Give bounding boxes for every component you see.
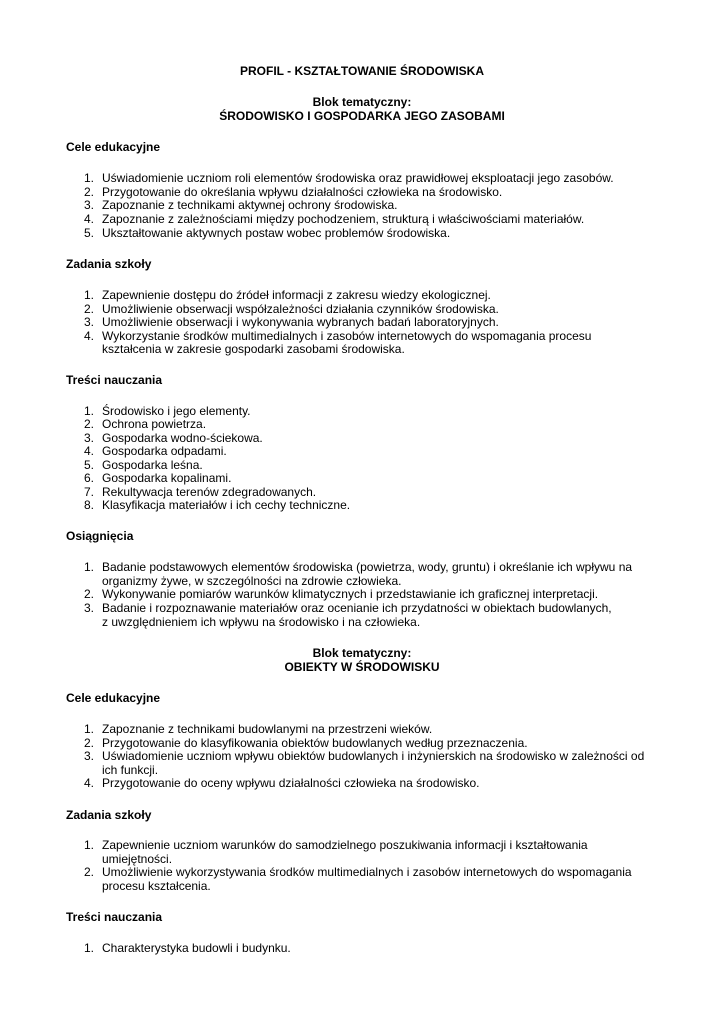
block1-cele-heading: Cele edukacyjne <box>66 140 161 154</box>
list-number: 5. <box>83 458 94 472</box>
list-number: 1. <box>83 560 94 574</box>
list-item: Przygotowanie do klasyfikowania obiektów budowlanych według przeznaczenia. <box>102 736 528 750</box>
block2-zadania-heading: Zadania szkoły <box>66 808 152 822</box>
list-item: Przygotowanie do oceny wpływu działalności człowieka na środowisko. <box>102 776 480 790</box>
list-number: 2. <box>83 736 94 750</box>
list-number: 2. <box>83 302 94 316</box>
list-item: Zapoznanie z technikami budowlanymi na przestrzeni wieków. <box>102 722 433 736</box>
block1-label: Blok tematyczny: <box>312 95 412 109</box>
list-item: Gospodarka kopalinami. <box>102 471 232 485</box>
list-number: 2. <box>83 865 94 879</box>
block2-label: Blok tematyczny: <box>312 646 412 660</box>
list-item: Gospodarka leśna. <box>102 458 203 472</box>
list-item: Wykorzystanie środków multimedialnych i zasobów internetowych do wspomagania procesu <box>102 329 592 343</box>
list-number: 4. <box>83 329 94 343</box>
list-number: 8. <box>83 498 94 512</box>
list-item: Zapewnienie dostępu do źródeł informacji z zakresu wiedzy ekologicznej. <box>102 288 491 302</box>
list-item: Wykonywanie pomiarów warunków klimatycznych i przedstawianie ich graficznej interpretacji. <box>102 587 599 601</box>
list-item: Badanie i rozpoznawanie materiałów oraz ocenianie ich przydatności w obiektach budowlanych, <box>102 601 612 615</box>
list-number: 3. <box>83 315 94 329</box>
list-item: Uświadomienie uczniom roli elementów środowiska oraz prawidłowej eksploatacji jego zasobów. <box>102 171 614 185</box>
list-number: 5. <box>83 226 94 240</box>
list-item: Ukształtowanie aktywnych postaw wobec problemów środowiska. <box>102 226 451 240</box>
list-number: 1. <box>83 171 94 185</box>
list-item: Rekultywacja terenów zdegradowanych. <box>102 485 317 499</box>
list-number: 2. <box>83 587 94 601</box>
list-number: 2. <box>83 417 94 431</box>
list-item: Badanie podstawowych elementów środowiska (powietrza, wody, gruntu) i określanie ich wpływu na <box>102 560 633 574</box>
list-item: Przygotowanie do określania wpływu działalności człowieka na środowisko. <box>102 185 503 199</box>
list-number: 1. <box>83 722 94 736</box>
list-item-continuation: organizmy żywe, w szczególności na zdrowie człowieka. <box>102 574 402 588</box>
list-item: Klasyfikacja materiałów i ich cechy techniczne. <box>102 498 351 512</box>
list-item-continuation: umiejętności. <box>102 852 173 866</box>
list-item: Ochrona powietrza. <box>102 417 207 431</box>
block1-title: ŚRODOWISKO I GOSPODARKA JEGO ZASOBAMI <box>219 109 505 123</box>
list-number: 1. <box>83 404 94 418</box>
list-number: 4. <box>83 212 94 226</box>
list-item: Umożliwienie obserwacji i wykonywania wybranych badań laboratoryjnych. <box>102 315 499 329</box>
block1-osiagniecia-heading: Osiągnięcia <box>66 529 134 543</box>
list-item: Zapoznanie z technikami aktywnej ochrony środowiska. <box>102 198 398 212</box>
list-item: Uświadomienie uczniom wpływu obiektów budowlanych i inżynierskich na środowisko w zależności od <box>102 749 645 763</box>
list-number: 4. <box>83 776 94 790</box>
list-number: 2. <box>83 185 94 199</box>
list-item-continuation: kształcenia w zakresie gospodarki zasobami środowiska. <box>102 342 405 356</box>
list-item-continuation: procesu kształcenia. <box>102 879 211 893</box>
list-number: 4. <box>83 444 94 458</box>
list-number: 7. <box>83 485 94 499</box>
list-item: Gospodarka wodno-ściekowa. <box>102 431 263 445</box>
page-title: PROFIL - KSZTAŁTOWANIE ŚRODOWISKA <box>240 64 484 78</box>
list-number: 3. <box>83 601 94 615</box>
list-item: Zapewnienie uczniom warunków do samodzielnego poszukiwania informacji i kształtowania <box>102 838 588 852</box>
list-number: 1. <box>83 288 94 302</box>
list-item-continuation: ich funkcji. <box>102 763 159 777</box>
list-number: 1. <box>83 941 94 955</box>
list-number: 6. <box>83 471 94 485</box>
list-item: Zapoznanie z zależnościami między pochodzeniem, strukturą i właściwościami materiałów. <box>102 212 585 226</box>
block2-cele-heading: Cele edukacyjne <box>66 691 161 705</box>
list-number: 1. <box>83 838 94 852</box>
list-number: 3. <box>83 198 94 212</box>
list-item: Charakterystyka budowli i budynku. <box>102 941 291 955</box>
list-number: 3. <box>83 431 94 445</box>
list-number: 3. <box>83 749 94 763</box>
list-item: Środowisko i jego elementy. <box>102 404 251 418</box>
block1-tresci-heading: Treści nauczania <box>66 373 163 387</box>
block2-tresci-heading: Treści nauczania <box>66 910 163 924</box>
block1-zadania-heading: Zadania szkoły <box>66 257 152 271</box>
list-item: Gospodarka odpadami. <box>102 444 227 458</box>
list-item: Umożliwienie obserwacji współzależności działania czynników środowiska. <box>102 302 499 316</box>
list-item-continuation: z uwzględnieniem ich wpływu na środowisko i na człowieka. <box>102 615 421 629</box>
list-item: Umożliwienie wykorzystywania środków multimedialnych i zasobów internetowych do wspomagania <box>102 865 632 879</box>
block2-title: OBIEKTY W ŚRODOWISKU <box>284 660 440 674</box>
